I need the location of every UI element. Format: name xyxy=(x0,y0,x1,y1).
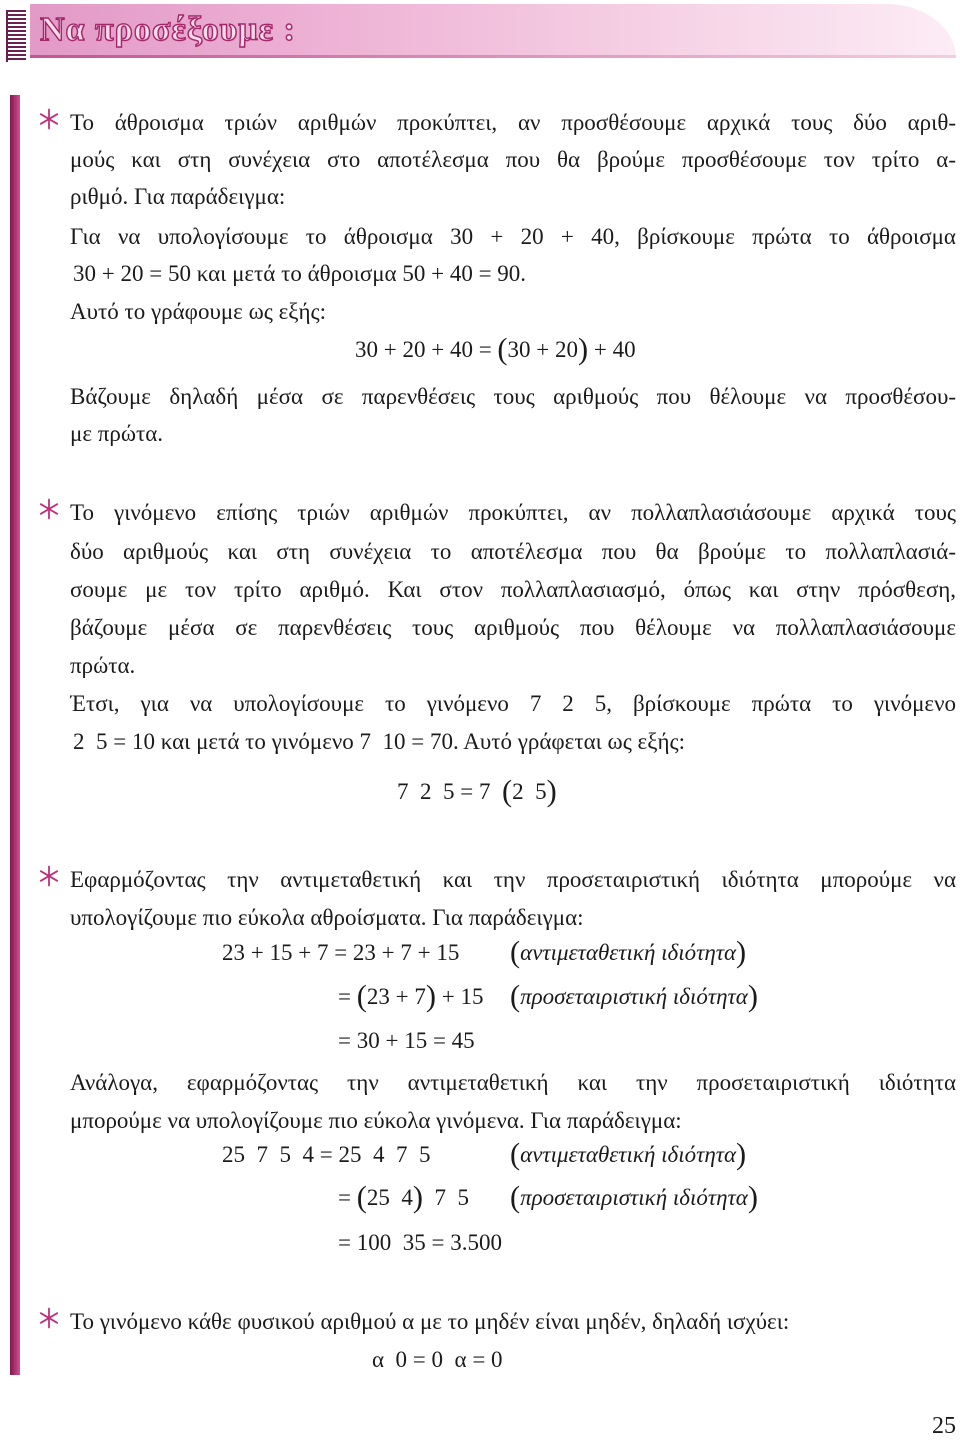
text-line: πρώτα. xyxy=(70,653,136,678)
equation: 7 2 5 = 7 (2 5) xyxy=(397,774,557,809)
decorative-stripes xyxy=(6,10,26,62)
property-label: (προσεταιριστική ιδιότητα) xyxy=(510,1180,758,1215)
equation: α 0 = 0 α = 0 xyxy=(372,1347,503,1372)
equation: 23 + 15 + 7 = 23 + 7 + 15 xyxy=(222,940,460,965)
equation: = 100 35 = 3.500 xyxy=(338,1230,502,1255)
star-bullet-icon xyxy=(38,498,60,520)
star-bullet-icon xyxy=(38,1307,60,1329)
text-line: σουμε με τον τρίτο αριθμό. Και στον πολλαπλασιασμό, όπως και στην πρόσθεση, xyxy=(70,577,956,602)
equation: = (25 4) 7 5 xyxy=(338,1180,469,1215)
text-line: Αυτό το γράφουμε ως εξής: xyxy=(70,299,327,324)
text-line: Το άθροισμα τριών αριθμών προκύπτει, αν προσθέσουμε αρχικά τους δύο αριθ- xyxy=(70,110,956,135)
star-bullet-icon xyxy=(38,865,60,887)
property-label: (αντιμεταθετική ιδιότητα) xyxy=(510,935,747,970)
section-title: Να προσέξουμε : xyxy=(40,11,296,48)
text-line: βάζουμε μέσα σε παρενθέσεις τους αριθμούς που θέλουμε να πολλαπλασιάσουμε xyxy=(70,615,956,640)
text-line: Βάζουμε δηλαδή μέσα σε παρενθέσεις τους αριθμούς που θέλουμε να προσθέσου- xyxy=(70,384,956,409)
text-line: Το γινόμενο κάθε φυσικού αριθμού α με το μηδέν είναι μηδέν, δηλαδή ισχύει: xyxy=(70,1309,790,1334)
text-line: υπολογίζουμε πιο εύκολα αθροίσματα. Για παράδειγμα: xyxy=(70,905,584,930)
equation: 30 + 20 + 40 = (30 + 20) + 40 xyxy=(355,332,636,367)
text-line: μπορούμε να υπολογίζουμε πιο εύκολα γινόμενα. Για παράδειγμα: xyxy=(70,1108,682,1133)
text-line: Εφαρμόζοντας την αντιμεταθετική και την προσεταιριστική ιδιότητα μπορούμε να xyxy=(70,867,956,892)
text-line: 2 5 = 10 και μετά το γινόμενο 7 10 = 70. Αυτό γράφεται ως εξής: xyxy=(73,729,685,754)
page-number: 25 xyxy=(932,1413,956,1439)
equation: 25 7 5 4 = 25 4 7 5 xyxy=(222,1142,431,1167)
equation: = 30 + 15 = 45 xyxy=(338,1028,475,1053)
text-line: Έτσι, για να υπολογίσουμε το γινόμενο 7 2 5, βρίσκουμε πρώτα το γινόμενο xyxy=(70,691,956,716)
property-label: (αντιμεταθετική ιδιότητα) xyxy=(510,1137,747,1172)
property-label: (προσεταιριστική ιδιότητα) xyxy=(510,979,758,1014)
text-line: δύο αριθμούς και στη συνέχεια το αποτέλεσμα που θα βρούμε το πολλαπλασιά- xyxy=(70,539,956,564)
text-line: ριθμό. Για παράδειγμα: xyxy=(70,184,286,209)
text-line: Το γινόμενο επίσης τριών αριθμών προκύπτει, αν πολλαπλασιάσουμε αρχικά τους xyxy=(70,500,956,525)
text-line: με πρώτα. xyxy=(70,421,164,446)
text-line: Για να υπολογίσουμε το άθροισμα 30 + 20 + 40, βρίσκουμε πρώτα το άθροισμα xyxy=(70,224,956,249)
star-bullet-icon xyxy=(38,108,60,130)
text-line: 30 + 20 = 50 και μετά το άθροισμα 50 + 40 = 90. xyxy=(73,261,527,286)
left-margin-bar xyxy=(10,95,20,1375)
text-line: μούς και στη συνέχεια στο αποτέλεσμα που θα βρούμε προσθέσουμε τον τρίτο α- xyxy=(70,147,956,172)
equation: = (23 + 7) + 15 xyxy=(338,979,484,1014)
text-line: Ανάλογα, εφαρμόζοντας την αντιμεταθετική και την προσεταιριστική ιδιότητα xyxy=(70,1070,956,1095)
